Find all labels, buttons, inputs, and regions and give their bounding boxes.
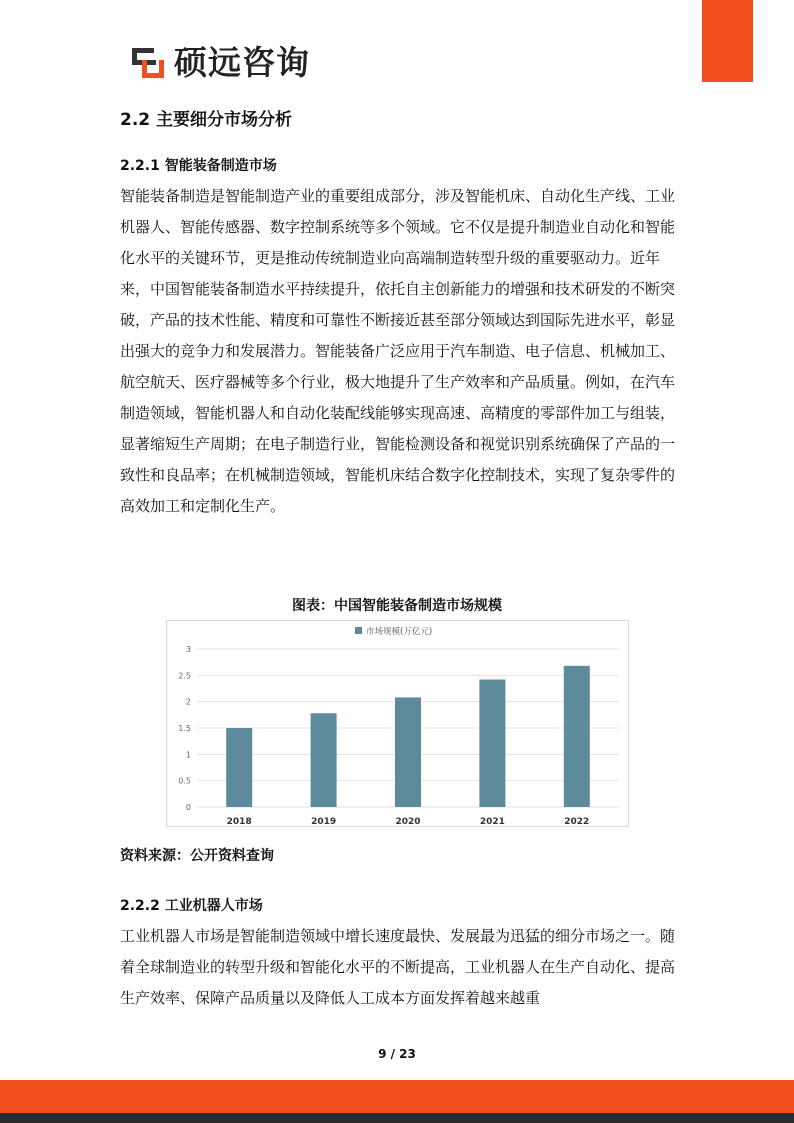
brand-name: 硕远咨询 [174,43,310,82]
x-tick-label: 2022 [564,817,590,826]
legend-swatch [355,627,362,634]
x-tick-label: 2019 [311,817,337,826]
bar [311,713,337,807]
y-tick-label: 3 [185,645,191,654]
legend-label: 市场规模(万亿元) [366,627,433,637]
section-title: 2.2 主要细分市场分析 [120,110,293,130]
x-tick-label: 2021 [479,817,505,826]
y-tick-label: 0.5 [178,776,191,786]
bar-chart [166,620,629,827]
paragraph-industrial-robots: 工业机器人市场是智能制造领域中增长速度最快、发展最为迅猛的细分市场之一。随着全球制造业的转型升级和智能化水平的不断提高，工业机器人在生产自动化、提高生产效率、保障产品质量以及降低人工成本方面发挥着越来越重 [120,927,676,1007]
chart-canvas [167,621,628,826]
footer-accent-bar [0,1080,794,1113]
logo-mark-icon [130,45,166,81]
y-tick-label: 0 [185,803,191,812]
chart-title: 图表：中国智能装备制造市场规模 [292,598,502,614]
brand-logo [130,44,310,82]
subsection-title-industrial-robots: 2.2.2 工业机器人市场 [120,898,263,914]
page-number: 9 / 23 [378,1047,416,1061]
bar [395,697,421,807]
bar [226,728,252,807]
x-tick-label: 2018 [226,817,252,826]
footer-dark-bar [0,1113,794,1123]
bar [479,680,505,807]
y-tick-label: 1.5 [178,724,191,733]
y-tick-label: 2 [185,697,191,707]
paragraph-intelligent-equipment: 智能装备制造是智能制造产业的重要组成部分，涉及智能机床、自动化生产线、工业机器人、智能传感器、数字控制系统等多个领域。它不仅是提升制造业自动化和智能化水平的关键环节，更是推动传统制造业向高端制造转型升级的重要驱动力。近年来，中国智能装备制造水平持续提升，依托自主创新能力的增强和技术研发的不断突破，产品的技术性能、精度和可靠性不断接近甚至部分领域达到国际先进水平，彰显出强大的竞争力和发展潜力。智能装备广泛应用于汽车制造、电子信息、机械加工、航空航天、医疗器械等多个行业，极大地提升了生产效率和产品质量。例如，在汽车制造领域，智能机器人和自动化装配线能够实现高速、高精度的零部件加工与组装，显著缩短生产周期；在电子制造行业，智能检测设备和视觉识别系统确保了产品的一致性和良品率；在机械制造领域，智能机床结合数字化控制技术，实现了复杂零件的高效加工和定制化生产。 [120,187,676,515]
bar [564,666,590,807]
header-accent-block [702,0,753,82]
y-tick-label: 2.5 [178,671,191,681]
x-tick-label: 2020 [395,817,421,826]
y-tick-label: 1 [185,750,191,760]
subsection-title-intelligent-equipment: 2.2.1 智能装备制造市场 [120,158,277,174]
source-note: 资料来源：公开资料查询 [120,848,274,864]
